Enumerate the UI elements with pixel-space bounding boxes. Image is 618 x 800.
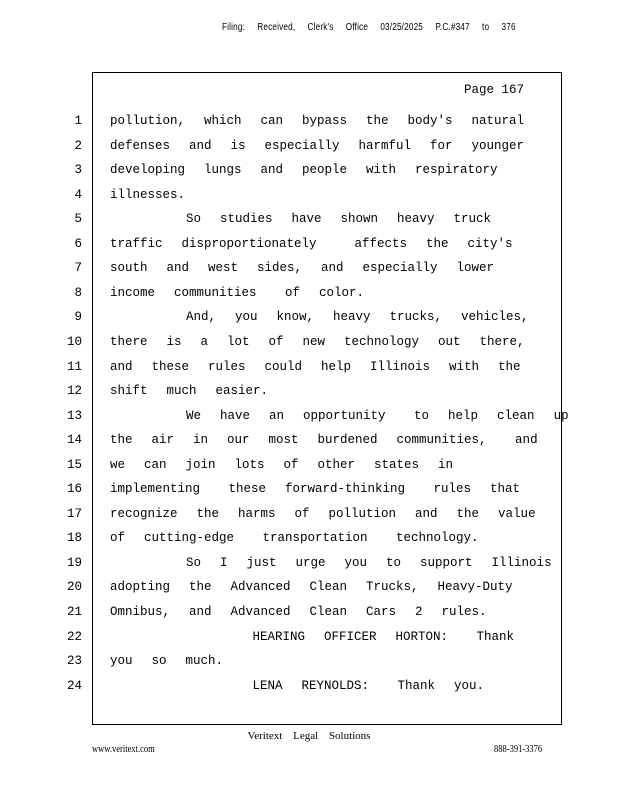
to-label: to bbox=[482, 22, 490, 33]
line-text: LENA REYNOLDS: Thank you. bbox=[110, 678, 485, 693]
line-text: pollution, which can bypass the body's natural bbox=[110, 114, 525, 128]
line-text: traffic disproportionately affects the city's bbox=[110, 236, 513, 251]
office-label: Office bbox=[345, 22, 369, 33]
line-number: 1 bbox=[74, 114, 82, 128]
received-label: Received, bbox=[257, 22, 296, 33]
line-text: and these rules could help Illinois with the bbox=[110, 359, 521, 374]
line-number: 14 bbox=[66, 433, 82, 448]
line-number: 11 bbox=[66, 359, 82, 374]
line-text: illnesses. bbox=[110, 187, 186, 202]
line-number: 8 bbox=[74, 285, 82, 300]
line-text: implementing these forward-thinking rules that bbox=[110, 482, 521, 497]
line-text: the air in our most burdened communities, and bbox=[110, 433, 538, 448]
line-text: of cutting-edge transportation technology. bbox=[110, 531, 479, 546]
line-number: 15 bbox=[66, 457, 82, 472]
line-number: 16 bbox=[66, 482, 82, 497]
line-number: 6 bbox=[74, 236, 82, 251]
line-number: 20 bbox=[66, 580, 82, 595]
line-text: shift much easier. bbox=[110, 384, 269, 399]
pc-number: P.C.#347 bbox=[435, 22, 470, 33]
line-number: 2 bbox=[74, 138, 82, 153]
line-number: 10 bbox=[66, 334, 82, 349]
line-text: we can join lots of other states in bbox=[110, 457, 454, 472]
line-number: 19 bbox=[66, 555, 82, 570]
line-number: 22 bbox=[66, 629, 82, 644]
line-number: 13 bbox=[66, 408, 82, 423]
line-number: 23 bbox=[66, 654, 82, 669]
line-number: 21 bbox=[66, 605, 82, 619]
line-text: Omnibus, and Advanced Clean Cars 2 rules. bbox=[110, 605, 487, 619]
line-number: 3 bbox=[74, 163, 82, 178]
page-number: Page 167 bbox=[464, 83, 525, 97]
line-number: 12 bbox=[66, 384, 82, 399]
line-number: 5 bbox=[74, 212, 82, 227]
footer-company bbox=[0, 730, 618, 742]
line-number: 9 bbox=[74, 310, 82, 325]
line-number: 17 bbox=[66, 506, 82, 521]
line-text: income communities of color. bbox=[110, 285, 365, 300]
footer-phone: 888-391-3376 bbox=[494, 744, 543, 755]
footer-legal: Legal bbox=[293, 730, 319, 742]
filing-label: Filing: bbox=[222, 22, 246, 33]
filing-date: 03/25/2025 bbox=[380, 22, 424, 33]
line-text: We have an opportunity to help clean up bbox=[110, 408, 569, 423]
footer-veritext: Veritext bbox=[247, 730, 283, 742]
clerks-label: Clerk's bbox=[307, 22, 334, 33]
line-text: there is a lot of new technology out there, bbox=[110, 334, 525, 349]
footer-website: www.veritext.com bbox=[92, 744, 155, 755]
line-text: So I just urge you to support Illinois bbox=[110, 555, 552, 570]
line-number: 18 bbox=[66, 531, 82, 546]
line-text: defenses and is especially harmful for younger bbox=[110, 138, 525, 153]
line-text: adopting the Advanced Clean Trucks, Heavy-Duty bbox=[110, 580, 513, 595]
line-text: And, you know, heavy trucks, vehicles, bbox=[110, 310, 529, 325]
line-number: 7 bbox=[74, 261, 82, 276]
line-text: recognize the harms of pollution and the value bbox=[110, 506, 536, 521]
line-number: 4 bbox=[74, 187, 82, 202]
line-text: south and west sides, and especially lower bbox=[110, 261, 495, 276]
line-number: 24 bbox=[66, 678, 82, 693]
pc-total: 376 bbox=[501, 22, 516, 33]
line-text: you so much. bbox=[110, 654, 224, 669]
footer-solutions: Solutions bbox=[328, 730, 371, 742]
line-text: So studies have shown heavy truck bbox=[110, 212, 492, 227]
filing-header bbox=[222, 22, 526, 33]
line-text: developing lungs and people with respiratory bbox=[110, 163, 498, 178]
line-text: HEARING OFFICER HORTON: Thank bbox=[110, 629, 515, 644]
